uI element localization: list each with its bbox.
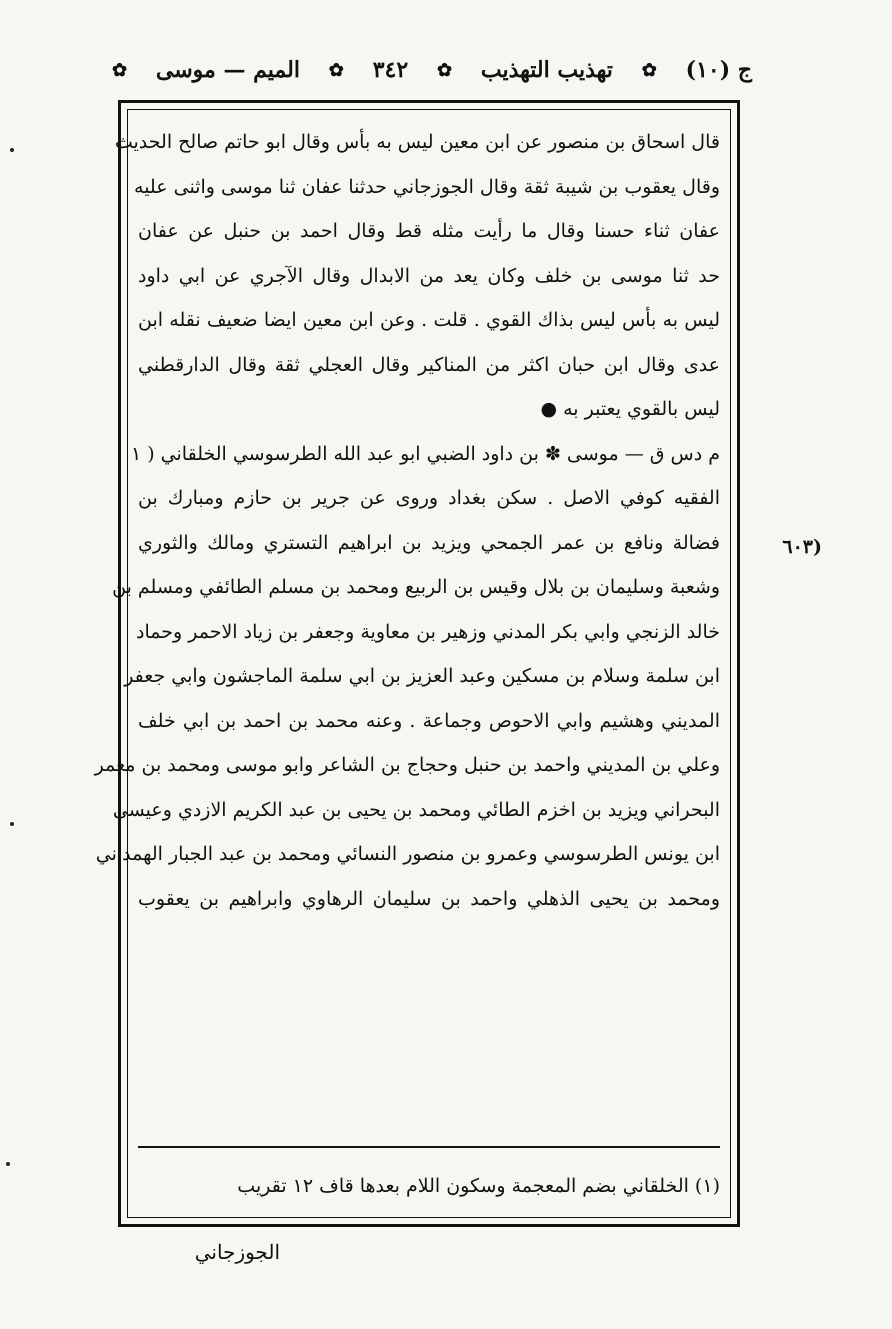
margin-dot bbox=[6, 1162, 10, 1166]
rosette-icon: ✿ bbox=[328, 59, 344, 81]
text-line: وقال يعقوب بن شيبة ثقة وقال الجوزجاني حدثنا عفان ثنا موسى واثنى عليه bbox=[134, 175, 720, 198]
text-line: ومحمد بن يحيى الذهلي واحمد بن سليمان الرهاوي وابراهيم بن يعقوب bbox=[138, 887, 720, 910]
footnote: (١) الخلقاني بضم المعجمة وسكون اللام بعدها قاف ١٢ تقريب bbox=[237, 1175, 720, 1197]
text-line: ابن يونس الطرسوسي وعمرو بن منصور النسائي ومحمد بن عبد الجبار الهمداني bbox=[95, 843, 720, 865]
rosette-icon: ✿ bbox=[112, 59, 128, 81]
page-header bbox=[112, 48, 752, 92]
text-line: ابن سلمة وسلام بن مسكين وعبد العزيز بن ابي سلمة الماجشون وابي جعفر bbox=[124, 665, 720, 687]
text-line: وشعبة وسليمان بن بلال وقيس بن الربيع ومحمد بن مسلم الطائفي ومسلم بن bbox=[112, 576, 720, 598]
text-line: ليس به بأس ليس بذاك القوي . قلت . وعن ابن معين ايضا ضعيف نقله ابن bbox=[138, 309, 720, 331]
volume-label: ج (١٠) bbox=[685, 57, 752, 83]
text-line: م دس ق — موسى ✽ بن داود الضبي ابو عبد الله الطرسوسي الخلقاني ( ١ bbox=[130, 442, 720, 465]
footnote-divider bbox=[138, 1146, 720, 1148]
rosette-icon: ✿ bbox=[641, 59, 657, 81]
rosette-icon: ✿ bbox=[436, 59, 453, 81]
text-line: عدى وقال ابن حبان اكثر من المناكير وقال العجلي ثقة وقال الدارقطني bbox=[138, 353, 720, 376]
section-title: الميم — موسى bbox=[155, 57, 300, 83]
text-line: البحراني ويزيد بن اخزم الطائي ومحمد بن يحيى بن عبد الكريم الازدي وعيسى bbox=[112, 798, 720, 821]
margin-dot bbox=[10, 822, 14, 826]
main-text-block bbox=[94, 120, 720, 921]
text-line: حد ثنا موسى بن خلف وكان يعد من الابدال وقال الآجري عن ابي داود bbox=[138, 264, 720, 287]
text-line: وعلي بن المديني واحمد بن حنبل وحجاج بن الشاعر وابو موسى ومحمد بن معمر bbox=[94, 754, 720, 776]
text-line: قال اسحاق بن منصور عن ابن معين ليس به بأس وقال ابو حاتم صالح الحديث bbox=[114, 131, 720, 153]
text-line: ليس بالقوي يعتبر به ● bbox=[540, 398, 720, 420]
text-line: عفان ثناء حسنا وقال ما رأيت مثله قط وقال احمد بن حنبل عن عفان bbox=[138, 220, 720, 242]
entry-number: (٦٠٣ bbox=[782, 536, 822, 558]
margin-dot bbox=[10, 148, 14, 152]
catchword: الجوزجاني bbox=[194, 1240, 280, 1264]
text-line: المديني وهشيم وابي الاحوص وجماعة . وعنه محمد بن احمد بن ابي خلف bbox=[138, 709, 720, 732]
text-line: خالد الزنجي وابي بكر المدني وزهير بن معاوية وجعفر بن زياد الاحمر وحماد bbox=[136, 620, 720, 643]
text-line: الفقيه كوفي الاصل . سكن بغداد وروى عن جرير بن حازم ومبارك بن bbox=[138, 487, 720, 509]
page-number: ٣٤٢ bbox=[372, 57, 409, 83]
book-title: تهذيب التهذيب bbox=[480, 57, 613, 83]
text-line: فضالة ونافع بن عمر الجمحي ويزيد بن ابراهيم التستري ومالك والثوري bbox=[138, 531, 720, 554]
